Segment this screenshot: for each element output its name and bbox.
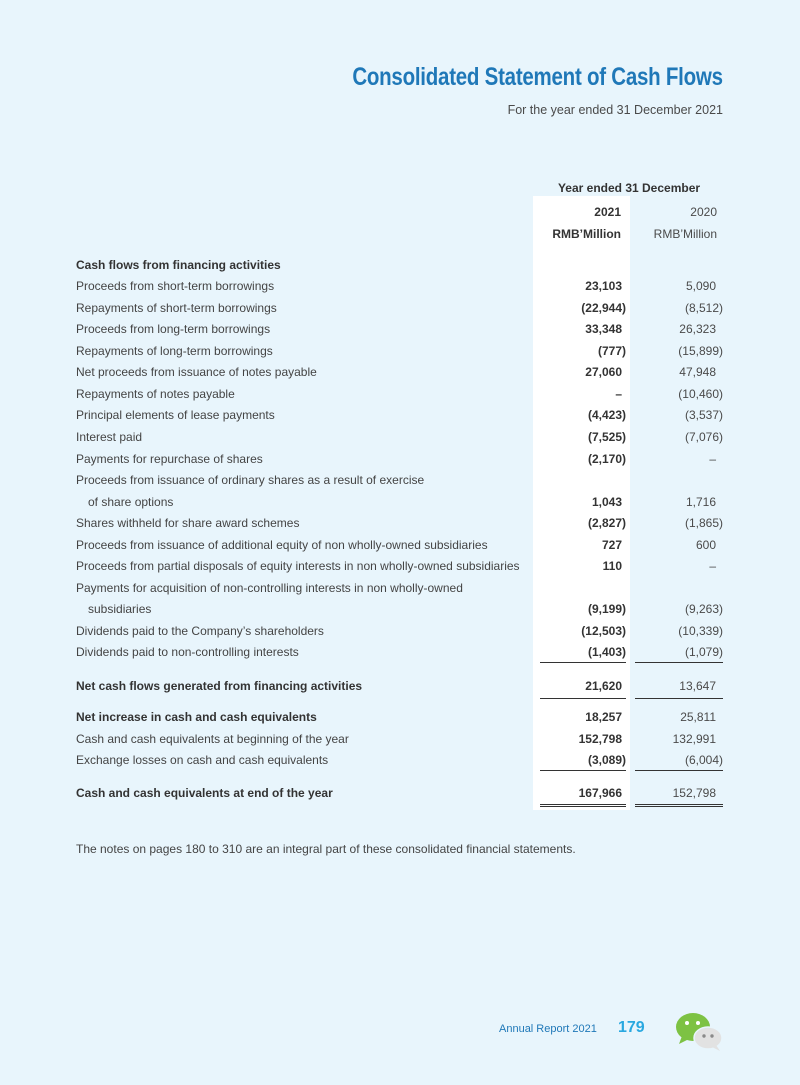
table-row [76,384,726,404]
value-2020: 26,323 [679,322,716,336]
value-2020: (10,339) [678,624,723,638]
subtotal-rule-2020 [635,662,723,663]
row-label: Proceeds from long-term borrowings [76,322,271,336]
row-label: Net proceeds from issuance of notes payable [76,365,317,379]
value-2021: (2,170) [587,452,626,466]
value-2021: 110 [602,559,622,573]
row-label: Repayments of short-term borrowings [76,301,277,315]
row-label: Cash and cash equivalents at end of the year [76,786,333,800]
page-title: Consolidated Statement of Cash Flows [352,63,723,91]
row-label: Repayments of long-term borrowings [76,344,273,358]
value-2020: (7,076) [684,430,723,444]
table-row [76,449,726,469]
table-row [76,513,726,533]
value-2020: (3,537) [684,408,723,422]
value-2021: (3,089) [587,753,626,767]
total-rule-2020 [635,770,723,771]
subtotal-underline-2021 [540,698,626,699]
value-2020: 25,811 [680,710,716,724]
column-unit-2021: RMB’Million [552,227,621,241]
row-label: Payments for repurchase of shares [76,452,263,466]
total-rule-2021 [540,770,626,771]
value-2020: (1,865) [684,516,723,530]
table-row [76,362,726,382]
row-label: Dividends paid to non-controlling interests [76,645,299,659]
row-label: Dividends paid to the Company’s shareholders [76,624,324,638]
value-2021: (777) [597,344,626,358]
table-row [76,535,726,555]
value-2020: (8,512) [684,301,723,315]
value-2021: (7,525) [587,430,626,444]
value-2021: (12,503) [581,624,626,638]
table-row [76,298,726,318]
value-2020: (15,899) [678,344,723,358]
value-2020: (6,004) [684,753,723,767]
row-label: Principal elements of lease payments [76,408,275,422]
value-2020: (9,263) [684,602,723,616]
value-2021: (4,423) [587,408,626,422]
value-2020: 132,991 [672,732,716,746]
value-2021: – [615,387,622,401]
column-year-2020: 2020 [690,205,717,219]
table-row [76,621,726,641]
table-row [76,599,726,619]
value-2020: 13,647 [679,679,716,693]
value-2020: 1,716 [685,495,716,509]
section-heading-row [76,255,726,275]
total-double-rule-2020 [635,804,723,807]
value-2021: (2,827) [587,516,626,530]
table-row [76,578,726,598]
row-label: Repayments of notes payable [76,387,235,401]
subtotal-underline-2020 [635,698,723,699]
value-2021: (22,944) [581,301,626,315]
row-label: Proceeds from issuance of additional equity of non wholly-owned subsidiaries [76,538,488,552]
value-2021: 33,348 [585,322,622,336]
section-title: Cash flows from financing activities [76,258,281,272]
table-row [76,556,726,576]
value-2020: 47,948 [679,365,716,379]
wechat-logo-icon [674,1010,726,1052]
table-row [76,729,726,749]
value-2021: 21,620 [585,679,622,693]
row-label: Cash and cash equivalents at beginning of the year [76,732,349,746]
row-label: Net cash flows generated from financing activities [76,679,363,693]
value-2020: – [709,452,716,466]
table-row [76,642,726,662]
subtotal-row [76,676,726,696]
row-label: Interest paid [76,430,143,444]
row-label: subsidiaries [88,602,152,616]
value-2021: 27,060 [585,365,622,379]
value-2021: 23,103 [585,279,622,293]
row-label: Proceeds from short-term borrowings [76,279,275,293]
row-label: Net increase in cash and cash equivalents [76,710,317,724]
table-row [76,276,726,296]
value-2021: 152,798 [578,732,622,746]
column-year-2021: 2021 [594,205,621,219]
table-row [76,707,726,727]
notes-text: The notes on pages 180 to 310 are an integral part of these consolidated financial statements. [76,842,576,856]
row-label: Payments for acquisition of non-controlling interests in non wholly-owned [76,581,463,595]
row-label: Shares withheld for share award schemes [76,516,300,530]
value-2021: 727 [601,538,622,552]
column-unit-2020: RMB’Million [653,227,717,241]
value-2021: 1,043 [591,495,622,509]
row-label: Proceeds from partial disposals of equity interests in non wholly-owned subsidiaries [76,559,520,573]
period-header: Year ended 31 December [557,181,701,195]
value-2021: (9,199) [587,602,626,616]
value-2020: 600 [695,538,716,552]
subtotal-rule-2021 [540,662,626,663]
value-2020: – [709,559,716,573]
value-2020: (1,079) [684,645,723,659]
value-2020: 5,090 [685,279,716,293]
value-2021: 167,966 [578,786,622,800]
table-row [76,319,726,339]
value-2020: 152,798 [672,786,716,800]
value-2021: 18,257 [585,710,622,724]
table-row [76,341,726,361]
table-row [76,427,726,447]
total-row [76,783,726,803]
page-number: 179 [618,1019,645,1036]
page-subtitle: For the year ended 31 December 2021 [507,103,723,117]
value-2021: (1,403) [587,645,626,659]
table-row [76,750,726,770]
row-label: Proceeds from issuance of ordinary shares as a result of exercise [76,473,425,487]
row-label: of share options [88,495,174,509]
value-2020: (10,460) [678,387,723,401]
total-double-rule-2021 [540,804,626,807]
row-label: Exchange losses on cash and cash equivalents [76,753,329,767]
table-row [76,470,726,490]
table-row [76,405,726,425]
table-row [76,492,726,512]
report-label: Annual Report 2021 [499,1023,597,1035]
